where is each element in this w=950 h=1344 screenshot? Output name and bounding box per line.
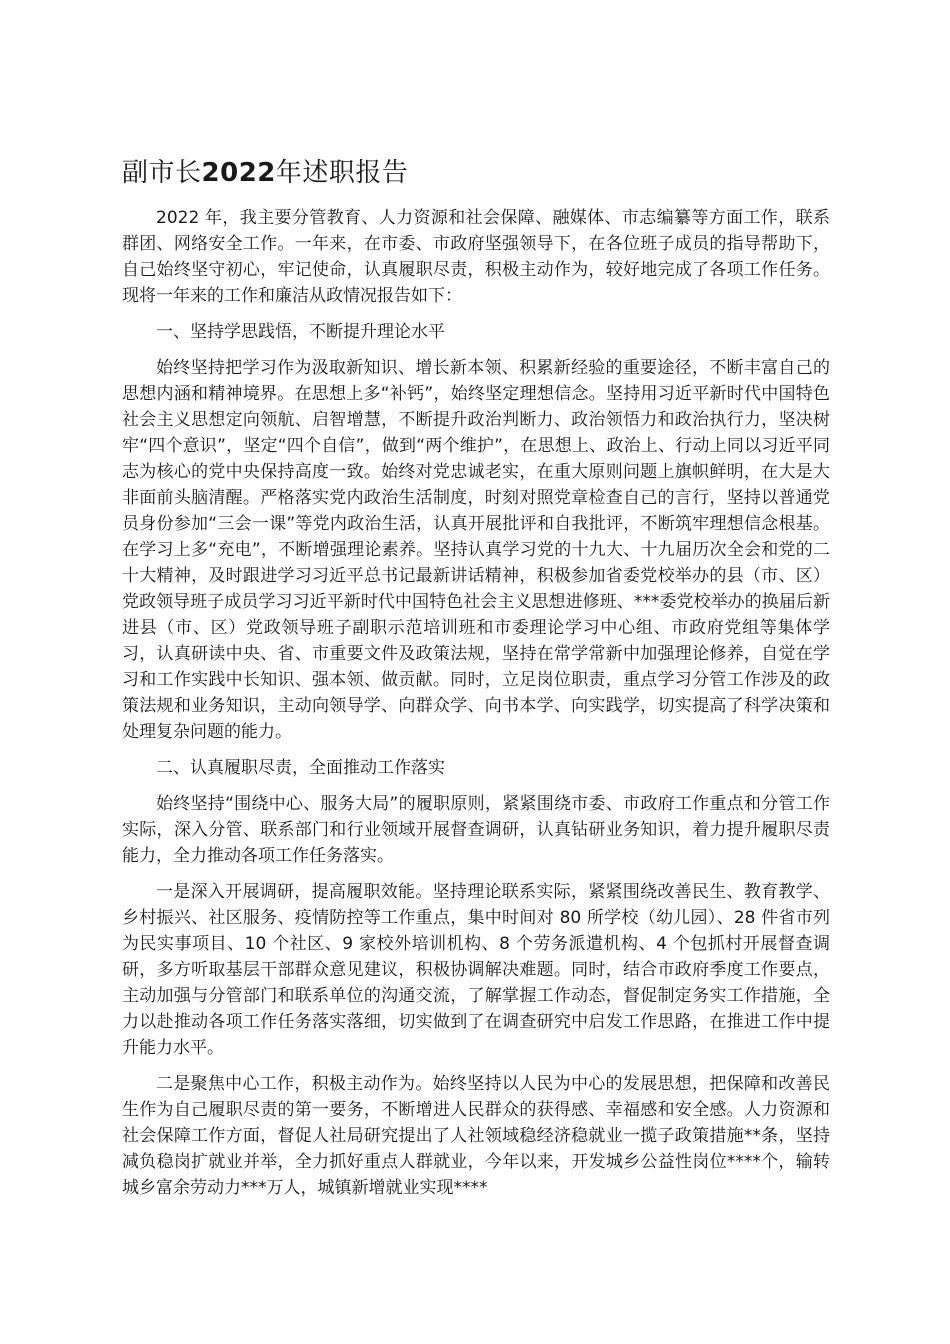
paragraph-study: 始终坚持把学习作为汲取新知识、增长新本领、积累新经验的重要途径，不断丰富自己的思想内涵和精神境界。在思想上多“补钙”，始终坚定理想信念。坚持用习近平新时代中国特色社会主义思想定向领航、启智增慧，不断提升政治判断力、政治领悟力和政治执行力，坚决树牢“四个意识”，坚定“四个自信”，做到“两个维护”，在思想上、政治上、行动上同以习近平同志为核心的党中央保持高度一致。始终对党忠诚老实，在重大原则问题上旗帜鲜明，在大是大非面前头脑清醒。严格落实党内政治生活制度，时刻对照党章检查自己的言行，坚持以普通党员身份参加“三会一课”等党内政治生活，认真开展批评和自我批评，不断筑牢理想信念根基。在学习上多“充电”，不断增强理论素养。坚持认真学习党的十九大、十九届历次全会和党的二十大精神，及时跟进学习习近平总书记最新讲话精神，积极参加省委党校举办的县（市、区）党政领导班子成员学习习近平新时代中国特色社会主义思想进修班、***委党校举办的换届后新进县（市、区）党政领导班子副职示范培训班和市委理论学习中心组、市政府党组等集体学习，认真研读中央、省、市重要文件及政策法规，坚持在常学常新中加强理论修养，自觉在学习和工作实践中长知识、强本领、做贡献。同时，立足岗位职责，重点学习分管工作涉及的政策法规和业务知识，主动向领导学、向群众学、向书本学、向实践学，切实提高了科学决策和处理复杂问题的能力。 — [122, 358, 830, 742]
title-prefix: 副市长 — [122, 158, 202, 188]
paragraph-intro: 2022 年，我主要分管教育、人力资源和社会保障、融媒体、市志编纂等方面工作，联系群团、网络安全工作。一年来，在市委、市政府坚强领导下，在各位班子成员的指导帮助下，自己始终坚守初心，牢记使命，认真履职尽责，积极主动作为，较好地完成了各项工作任务。现将一年来的工作和廉洁从政情况报告如下： — [122, 208, 830, 306]
document-title — [122, 153, 408, 193]
paragraph-duty: 始终坚持“围绕中心、服务大局”的履职原则，紧紧围绕市委、市政府工作重点和分管工作实际，深入分管、联系部门和行业领域开展督查调研，认真钻研业务知识，着力提升履职尽责能力，全力推动各项工作任务落实。 — [122, 794, 830, 866]
title-suffix: 年述职报告 — [275, 158, 409, 188]
paragraph-focus: 二是聚焦中心工作，积极主动作为。始终坚持以人民为中心的发展思想，把保障和改善民生作为自己履职尽责的第一要务，不断增进人民群众的获得感、幸福感和安全感。人力资源和社会保障工作方面，督促人社局研究提出了人社领域稳经济稳就业一揽子政策措施**条，坚持减负稳岗扩就业并举，全力抓好重点人群就业，今年以来，开发城乡公益性岗位****个，输转城乡富余劳动力***万人，城镇新增就业实现**** — [122, 1074, 830, 1198]
section-heading-2: 二、认真履职尽责，全面推动工作落实 — [156, 758, 445, 778]
paragraph-research: 一是深入开展调研，提高履职效能。坚持理论联系实际，紧紧围绕改善民生、教育教学、乡村振兴、社区服务、疫情防控等工作重点，集中时间对 80 所学校（幼儿园）、28 件省市列为民实事项目、10 个社区、9 家校外培训机构、8 个劳务派遣机构、4 个包抓村开展督查调研，多方听取基层干部群众意见建议，积极协调解决难题。同时，结合市政府季度工作要点，主动加强与分管部门和联系单位的沟通交流，了解掌握工作动态，督促制定务实工作措施，全力以赴推动各项工作任务落实落细，切实做到了在调查研究中启发工作思路，在推进工作中提升能力水平。 — [122, 882, 830, 1058]
title-year: 2022 — [201, 158, 276, 188]
section-heading-1: 一、坚持学思践悟，不断提升理论水平 — [156, 322, 445, 342]
document-body — [122, 205, 830, 1211]
